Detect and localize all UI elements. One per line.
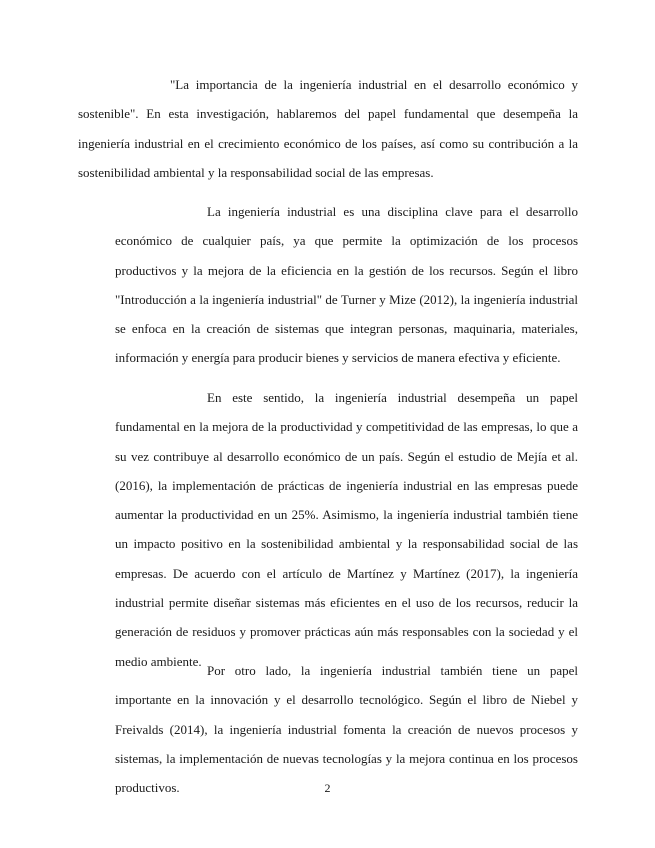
page-number: 2 <box>324 781 331 795</box>
paragraph-3: En este sentido, la ingeniería industrial desempeña un papel fundamental en la mejora de la productividad y competitividad de las empresas, lo que a su vez contribuye al desarrollo económico de un país. Según el estudio de Mejía et al. (2016), la implementación de prácticas de ingeniería industrial en las empresas puede aumentar la productividad en un 25%. Asimismo, la ingeniería industrial también tiene un impacto positivo en la sostenibilidad ambiental y la responsabilidad social de las empresas. De acuerdo con el artículo de Martínez y Martínez (2017), la ingeniería industrial permite diseñar sistemas más eficientes en el uso de los recursos, reducir la generación de residuos y promover prácticas aún más responsables con la sociedad y el medio ambiente. <box>115 390 578 669</box>
paragraph-4: Por otro lado, la ingeniería industrial también tiene un papel importante en la innovación y el desarrollo tecnológico. Según el libro de Niebel y Freivalds (2014), la ingeniería industrial fomenta la creación de nuevos procesos y sistemas, la implementación de nuevas tecnologías y la mejora continua en los procesos productivos. <box>115 663 578 796</box>
paragraph-1: "La importancia de la ingeniería industrial en el desarrollo económico y sostenible". En esta investigación, hablaremos del papel fundamental que desempeña la ingeniería industrial en el crecimiento económico de los países, así como su contribución a la sostenibilidad ambiental y la responsabilidad social de las empresas. <box>78 77 578 180</box>
paragraph-2: La ingeniería industrial es una disciplina clave para el desarrollo económico de cualquier país, ya que permite la optimización de los procesos productivos y la mejora de la eficiencia en la gestión de los recursos. Según el libro "Introducción a la ingeniería industrial" de Turner y Mize (2012), la ingeniería industrial se enfoca en la creación de sistemas que integran personas, maquinaria, materiales, información y energía para producir bienes y servicios de manera efectiva y eficiente. <box>115 204 578 366</box>
